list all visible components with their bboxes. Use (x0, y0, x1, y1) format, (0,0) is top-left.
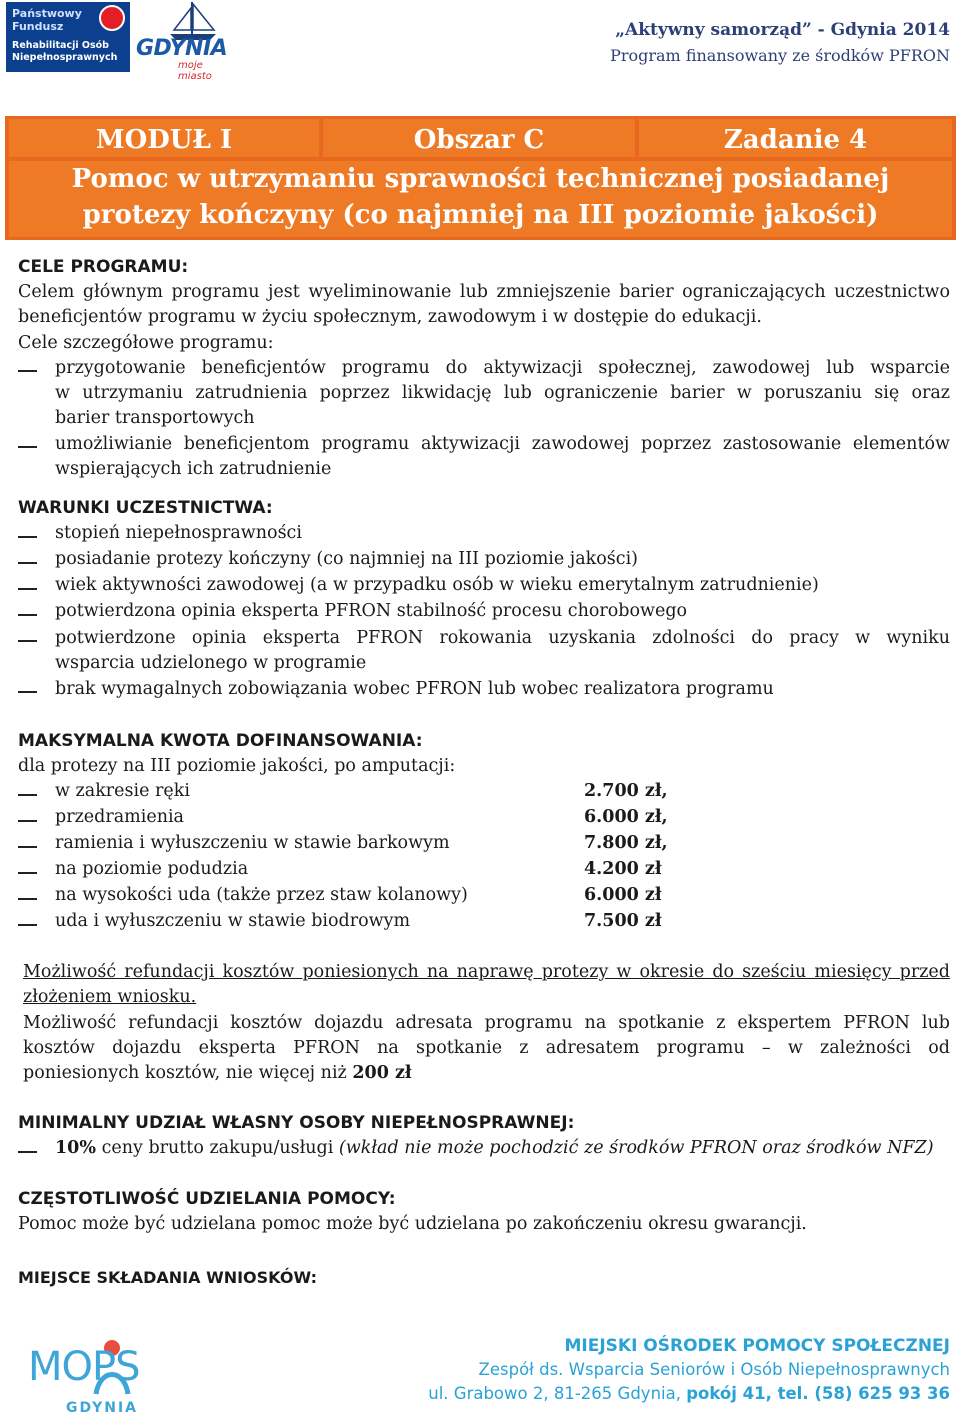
banner-module: MODUŁ I (9, 119, 319, 157)
mops-logo-text: MOPS (28, 1344, 140, 1390)
frequency-heading: CZĘSTOTLIWOŚĆ UDZIELANIA POMOCY: (18, 1189, 396, 1209)
footer-room-phone: pokój 41, tel. (58) 625 93 36 (686, 1384, 950, 1403)
funding-row-label: uda i wyłuszczeniu w stawie biodrowym (55, 911, 411, 931)
list-dash (18, 1151, 37, 1153)
condition-6: brak wymagalnych zobowiązania wobec PFRON lub wobec realizatora programu (55, 679, 774, 699)
refund-travel-line1: Możliwość refundacji kosztów dojazdu adresata programu na spotkanie z ekspertem PFRON lub (23, 1013, 950, 1033)
funding-heading: MAKSYMALNA KWOTA DOFINANSOWANIA: (18, 731, 423, 751)
condition-2: posiadanie protezy kończyny (co najmniej na III poziomie jakości) (55, 549, 639, 569)
goal-main-line2: beneficjentów programu w życiu społecznym, zawodowym i w dostępie do edukacji. (18, 307, 762, 327)
condition-1: stopień niepełnosprawności (55, 523, 302, 543)
funding-row-amount: 7.500 zł (584, 911, 662, 931)
own-share-percent: 10% (55, 1138, 96, 1158)
banner-title-line1: Pomoc w utrzymaniu sprawności technicznej posiadanej (71, 164, 890, 194)
place-heading: MIEJSCE SKŁADANIA WNIOSKÓW: (18, 1268, 318, 1287)
frequency-text: Pomoc może być udzielana pomoc może być udzielana po zakończeniu okresu gwarancji. (18, 1214, 807, 1234)
footer-address: ul. Grabowo 2, 81-265 Gdynia, (428, 1384, 681, 1403)
funding-row-amount: 6.000 zł, (584, 807, 668, 827)
funding-row-label: na wysokości uda (także przez staw kolanowy) (55, 885, 468, 905)
pfron-logo-text (12, 40, 117, 64)
goal-item2-line1: umożliwianie beneficjentom programu aktywizacji zawodowej poprzez zastosowanie elementów (55, 434, 950, 454)
gdynia-logo-sub: moje miasto (178, 60, 212, 82)
goals-detail-label: Cele szczegółowe programu: (18, 333, 274, 353)
banner-title-line2: protezy kończyny (co najmniej na III poziomie jakości) (82, 200, 879, 230)
banner-area: Obszar C (323, 119, 635, 157)
list-dash (18, 691, 37, 693)
pfron-logo-line2: Rehabilitacji Osób (12, 40, 109, 51)
pfron-logo-line1: Państwowy Fundusz (12, 7, 82, 33)
list-dash (18, 640, 37, 642)
funding-row-label: ramienia i wyłuszczeniu w stawie barkowym (55, 833, 450, 853)
list-dash (18, 588, 37, 590)
goals-heading: CELE PROGRAMU: (18, 257, 189, 277)
own-share-line (55, 1138, 934, 1158)
conditions-heading: WARUNKI UCZESTNICTWA: (18, 498, 273, 518)
mops-logo-sub: GDYNIA (66, 1400, 138, 1416)
list-dash (18, 820, 37, 822)
funding-row-amount: 4.200 zł (584, 859, 662, 879)
own-share-heading: MINIMALNY UDZIAŁ WŁASNY OSOBY NIEPEŁNOSPRAWNEJ: (18, 1113, 575, 1133)
goal-item2-line2: wspierających ich zatrudnienie (55, 459, 332, 479)
list-dash (18, 846, 37, 848)
gdynia-logo (134, 0, 230, 82)
footer-team: Zespół ds. Wsparcia Seniorów i Osób Niepełnosprawnych (478, 1360, 950, 1379)
funding-row-label: w zakresie ręki (55, 781, 190, 801)
list-dash (18, 872, 37, 874)
gdynia-logo-word: GDYNIA (136, 36, 228, 61)
module-banner (5, 116, 956, 240)
goal-item1-line1: przygotowanie beneficjentów programu do aktywizacji społecznej, zawodowej lub wsparcie (55, 358, 950, 378)
own-share-text: ceny brutto zakupu/usługi (101, 1138, 334, 1158)
footer-address-line (428, 1384, 950, 1403)
condition-4: potwierdzona opinia eksperta PFRON stabilność procesu chorobowego (55, 601, 688, 621)
banner-task: Zadanie 4 (639, 119, 952, 157)
program-subtitle: Program finansowany ze środków PFRON (610, 46, 950, 65)
funding-intro: dla protezy na III poziomie jakości, po amputacji: (18, 756, 456, 776)
funding-row-amount: 2.700 zł, (584, 781, 668, 801)
goal-item1-line2: w utrzymaniu zatrudnienia poprzez likwidację lub ograniczenie barier w poruszaniu się oraz (55, 383, 950, 403)
banner-title (9, 161, 952, 237)
list-dash (18, 794, 37, 796)
list-dash (18, 562, 37, 564)
own-share-note: (wkład nie może pochodzić ze środków PFRON oraz środków NFZ) (338, 1138, 934, 1158)
funding-row-label: na poziomie podudzia (55, 859, 249, 879)
refund-repair-line1: Możliwość refundacji kosztów poniesionych na naprawę protezy w okresie do sześciu miesięcy przed (23, 962, 950, 982)
goal-main-line1: Celem głównym programu jest wyeliminowanie lub zmniejszenie barier ograniczających uczestnictwo (18, 282, 950, 302)
footer-org: MIEJSKI OŚRODEK POMOCY SPOŁECZNEJ (564, 1336, 950, 1356)
list-dash (18, 370, 37, 372)
funding-row-amount: 6.000 zł (584, 885, 662, 905)
refund-repair-line2: złożeniem wniosku. (23, 987, 197, 1007)
list-dash (18, 614, 37, 616)
funding-row-amount: 7.800 zł, (584, 833, 668, 853)
refund-travel-line2: kosztów dojazdu eksperta PFRON na spotkanie z adresatem programu – w zależności od (23, 1038, 950, 1058)
condition-5-line1: potwierdzone opinia eksperta PFRON rokowania uzyskania zdolności do pracy w wyniku (55, 628, 950, 648)
funding-row-label: przedramienia (55, 807, 184, 827)
goal-item1-line3: barier transportowych (55, 408, 255, 428)
list-dash (18, 924, 37, 926)
mops-logo (28, 1338, 138, 1422)
condition-5-line2: wsparcia udzielonego w programie (55, 653, 367, 673)
program-title: „Aktywny samorząd” - Gdynia 2014 (615, 20, 950, 40)
pfron-logo-line3: Niepełnosprawnych (12, 52, 118, 63)
list-dash (18, 536, 37, 538)
list-dash (18, 898, 37, 900)
pfron-emblem-icon (99, 5, 125, 31)
condition-3: wiek aktywności zawodowej (a w przypadku osób w wieku emerytalnym zatrudnienie) (55, 575, 819, 595)
refund-travel-amount: 200 zł (352, 1063, 412, 1083)
refund-travel-line3 (23, 1063, 412, 1083)
refund-travel-text: poniesionych kosztów, nie więcej niż (23, 1063, 347, 1083)
pfron-logo (6, 2, 130, 72)
list-dash (18, 446, 37, 448)
